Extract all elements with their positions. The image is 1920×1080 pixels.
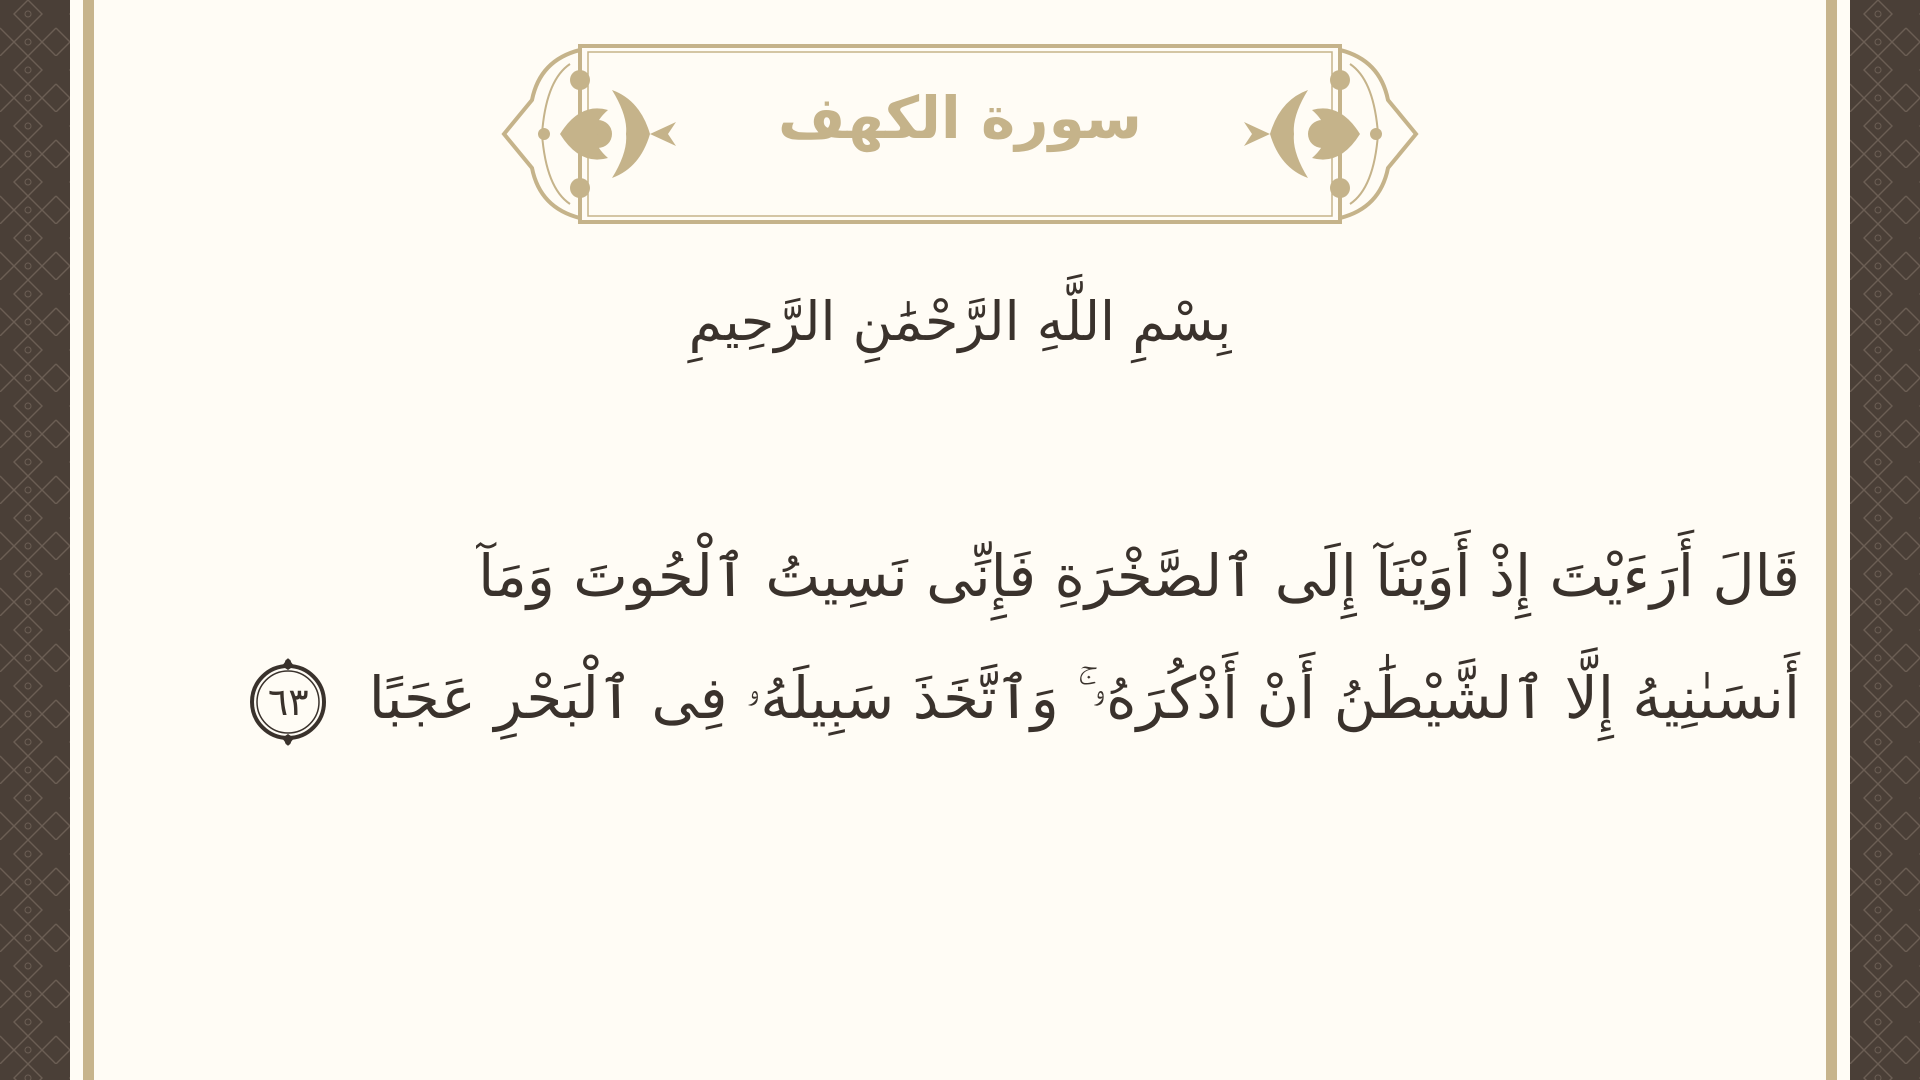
left-gold-rule [83,0,94,1080]
right-gold-rule [1826,0,1837,1080]
ayah-number: ٦٣ [267,679,309,724]
basmala: بِسْمِ اللَّهِ الرَّحْمَٰنِ الرَّحِيمِ [688,290,1232,353]
geometric-pattern-icon [1850,0,1920,1080]
geometric-pattern-icon [0,0,70,1080]
left-ornamental-border [0,0,70,1080]
verse-line-2-text: أَنسَىٰنِيهُ إِلَّا ٱلشَّيْطَٰنُ أَنْ أَذْكُرَهُۥ ۚ وَٱتَّخَذَ سَبِيلَهُۥ فِى ٱلْبَحْرِ عَجَبًا [368,664,1800,732]
verse-line-2 [240,637,1800,759]
right-ornamental-border [1850,0,1920,1080]
surah-title: سورة الكهف [778,84,1142,152]
ayah-end-marker [240,654,336,750]
surah-title-frame [500,40,1420,230]
verse-line-1: قَالَ أَرَءَيْتَ إِذْ أَوَيْنَآ إِلَى ٱلصَّخْرَةِ فَإِنِّى نَسِيتُ ٱلْحُوتَ وَمَآ [478,542,1800,610]
verse-text [240,515,1800,759]
